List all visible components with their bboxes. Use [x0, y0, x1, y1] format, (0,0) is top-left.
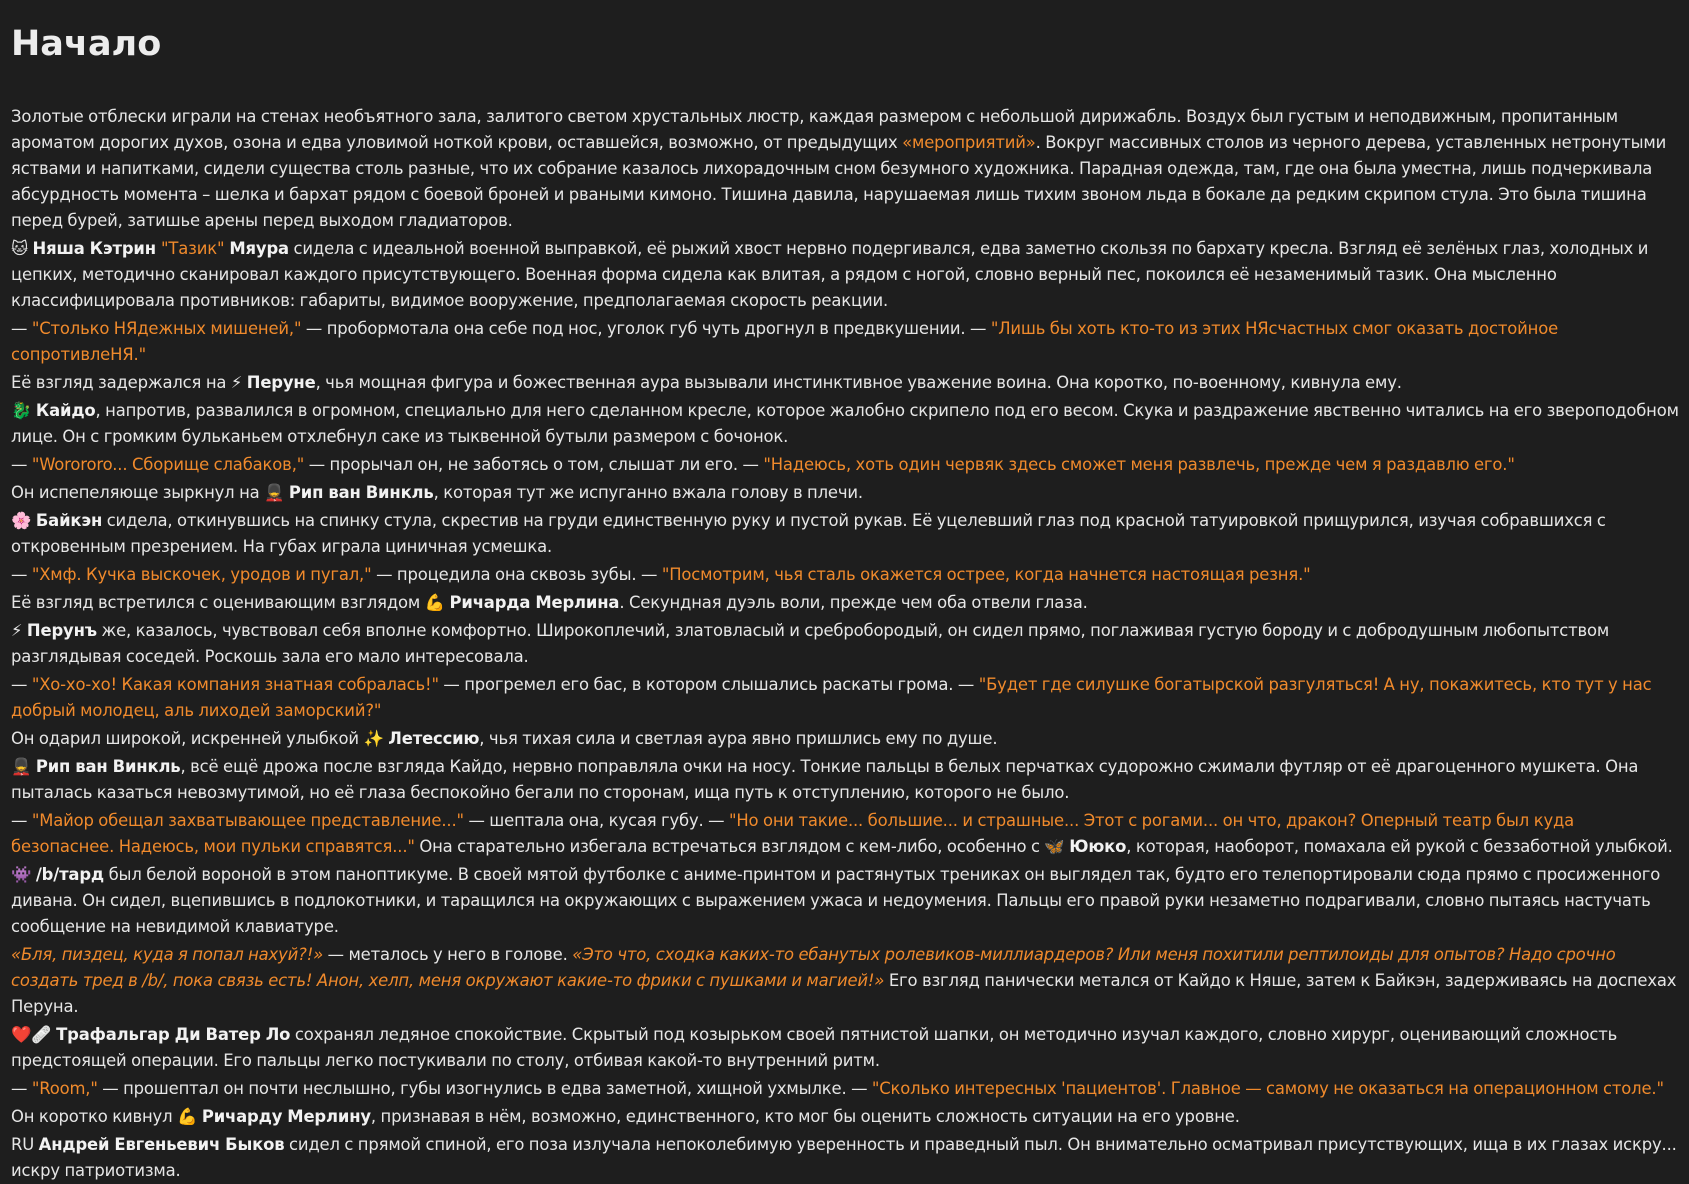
- story-paragraph: [11, 236, 1679, 314]
- character-name: /b/тард: [35, 865, 105, 884]
- guard-icon: 💂: [264, 483, 289, 502]
- story-paragraph: [11, 104, 1679, 234]
- narrative-text: —: [11, 675, 32, 694]
- narrative-text: Она старательно избегала встречаться взглядом с кем-либо, особенно с: [414, 837, 1045, 856]
- story-paragraph: [11, 590, 1679, 616]
- narrative-text: сидел с прямой спиной, его поза излучала непоколебимую уверенность и праведный пыл. Он внимательно осматривал присутствующих, ища в их глазах искру... искру патриотизма.: [11, 1135, 1677, 1180]
- narrative-text: . Секундная дуэль воли, прежде чем оба отвели глаза.: [619, 593, 1088, 612]
- quote-text: "Хо-хо-хо! Какая компания знатная собралась!": [31, 675, 439, 694]
- character-name: Андрей Евгеньевич Быков: [38, 1135, 285, 1154]
- alien-monster-icon: 👾: [11, 865, 36, 884]
- quote-text: "Надеюсь, хоть один червяк здесь сможет меня развлечь, прежде чем я раздавлю его.": [763, 455, 1515, 474]
- quote-text: "Будет где силушке богатырской разгуляться! А ну, покажитесь, кто тут у нас добрый молодец, аль лиходей заморский?": [11, 675, 1652, 720]
- thought-text: «Бля, пиздец, куда я попал нахуй?!»: [11, 945, 324, 964]
- character-name: Кайдо: [35, 401, 96, 420]
- character-name: Летессию: [388, 729, 480, 748]
- thought-text: «Это что, сходка каких-то ебанутых ролевиков-миллиардеров? Или меня похитили рептилоиды для опытов? Надо срочно создать тред в /b/, пока связь есть! Анон, хелп, меня окружают какие-то фрики с пушками и магией!»: [11, 945, 1616, 990]
- narrative-text: Его взгляд панически метался от Кайдо к Няше, затем к Байкэн, задерживаясь на доспехах Перуна.: [11, 971, 1677, 1016]
- narrative-text: сидела с идеальной военной выправкой, её рыжий хвост нервно подергивался, едва заметно скользя по бархату кресла. Взгляд её зелёных глаз, холодных и цепких, методично сканировал каждого присутствующего. Военная форма сидела как влитая, а рядом с ногой, словно верный пес, покоился её незаменимый тазик. Она мысленно классифицировала противников: габариты, видимое вооружение, предполагаемая скорость реакции.: [11, 239, 1649, 310]
- quote-text: "Майор обещал захватывающее представление...": [31, 811, 464, 830]
- narrative-text: — шептала она, кусая губу. —: [463, 811, 729, 830]
- narrative-text: , которая тут же испуганно вжала голову в плечи.: [433, 483, 863, 502]
- narrative-text: Он одарил широкой, искренней улыбкой: [11, 729, 364, 748]
- story-paragraph: [11, 808, 1679, 860]
- character-name: Рип ван Винкль: [35, 757, 181, 776]
- narrative-text: — прогремел его бас, в котором слышались раскаты грома. —: [438, 675, 979, 694]
- quote-text: "Сколько интересных 'пациентов'. Главное — самому не оказаться на операционном столе.": [871, 1079, 1664, 1098]
- narrative-text: — прорычал он, не заботясь о том, слышат ли его. —: [304, 455, 764, 474]
- narrative-text: Золотые отблески играли на стенах необъятного зала, залитого светом хрустальных люстр, каждая размером с небольшой дирижабль. Воздух был густым и неподвижным, пропитанным ароматом дорогих духов, озона и едва уловимой ноткой крови, оставшейся, возможно, от предыдущих: [11, 107, 1619, 152]
- story-paragraph: [11, 1132, 1679, 1184]
- story-paragraph: [11, 942, 1679, 1020]
- narrative-text: — прошептал он почти неслышно, губы изогнулись в едва заметной, хищной ухмылке. —: [97, 1079, 872, 1098]
- narrative-text: Её взгляд задержался на: [11, 373, 231, 392]
- character-name: Няша Кэтрин: [32, 239, 161, 258]
- heart-bandage-icon: ❤️🩹: [11, 1025, 57, 1044]
- quote-text: "Room,": [31, 1079, 98, 1098]
- story-paragraph: [11, 1022, 1679, 1074]
- narrative-text: был белой вороной в этом паноптикуме. В своей мятой футболке с аниме-принтом и растянутых трениках он выглядел так, будто его телепортировали сюда прямо с просиженного дивана. Он сидел, вцепившись в подлокотники, и таращился на окружающих с выражением ужаса и недоумения. Пальцы его правой руки незаметно подрагивали, словно пытаясь настучать сообщение на невидимой клавиатуре.: [11, 865, 1661, 936]
- lightning-icon: ⚡: [230, 373, 247, 392]
- quote-text: "Столько НЯдежных мишеней,": [31, 319, 302, 338]
- page-title: Начало: [11, 24, 162, 64]
- narrative-text: —: [11, 319, 32, 338]
- story-paragraph: [11, 1104, 1679, 1130]
- narrative-text: — пробормотала она себе под нос, уголок губ чуть дрогнул в предвкушении. —: [301, 319, 991, 338]
- butterfly-icon: 🦋: [1044, 837, 1070, 856]
- story-paragraph: [11, 562, 1679, 588]
- narrative-text: — металось у него в голове.: [323, 945, 573, 964]
- story-paragraph: [11, 1076, 1679, 1102]
- sparkles-icon: ✨: [363, 729, 389, 748]
- guard-icon: 💂: [11, 757, 36, 776]
- narrative-text: —: [11, 455, 32, 474]
- quote-text: "Хмф. Кучка выскочек, уродов и пугал,": [31, 565, 372, 584]
- story-paragraph: [11, 316, 1679, 368]
- story-paragraph: [11, 508, 1679, 560]
- quote-text: "Лишь бы хоть кто-то из этих НЯсчастных смог оказать достойное сопротивлеНЯ.": [11, 319, 1559, 364]
- character-name: Байкэн: [35, 511, 103, 530]
- quote-text: "Worororo... Сборище слабаков,": [31, 455, 305, 474]
- character-name: Мяура: [224, 239, 289, 258]
- story-paragraph: [11, 452, 1679, 478]
- narrative-text: сидела, откинувшись на спинку стула, скрестив на груди единственную руку и пустой рукав. Её уцелевший глаз под красной татуировкой прищурился, изучая собравшихся с откровенным презрением. На губах играла циничная усмешка.: [11, 511, 1606, 556]
- narrative-text: же, казалось, чувствовал себя вполне комфортно. Широкоплечий, златовласый и сребробородый, он сидел прямо, поглаживая густую бороду и с добродушным любопытством разглядывая соседей. Роскошь зала его мало интересовала.: [11, 621, 1610, 666]
- dragon-icon: 🐉: [11, 401, 36, 420]
- story-paragraph: [11, 672, 1679, 724]
- story-paragraph: [11, 370, 1679, 396]
- character-name: Перунъ: [26, 621, 97, 640]
- flexed-biceps-icon: 💪: [177, 1107, 202, 1126]
- narrative-text: — процедила она сквозь зубы. —: [371, 565, 662, 584]
- narrative-text: —: [11, 1079, 32, 1098]
- narrative-text: сохранял ледяное спокойствие. Скрытый под козырьком своей пятнистой шапки, он методично изучал каждого, словно хирург, оценивающий сложность предстоящей операции. Его пальцы легко постукивали по столу, отбивая какой-то внутренний ритм.: [11, 1025, 1618, 1070]
- story-paragraph: [11, 618, 1679, 670]
- narrative-text: , признавая в нём, возможно, единственного, кто мог бы оценить сложность ситуации на его уровне.: [370, 1107, 1240, 1126]
- narrative-text: , чья тихая сила и светлая аура явно пришлись ему по душе.: [479, 729, 998, 748]
- quote-text: "Тазик": [160, 239, 225, 258]
- story-paragraph: [11, 480, 1679, 506]
- character-name: Трафальгар Ди Ватер Ло: [56, 1025, 291, 1044]
- flexed-biceps-icon: 💪: [424, 593, 450, 612]
- character-name: Рип ван Винкль: [288, 483, 434, 502]
- character-name: Ричарду Мерлину: [201, 1107, 371, 1126]
- quote-text: «мероприятий»: [902, 133, 1036, 152]
- quote-text: "Посмотрим, чья сталь окажется острее, когда начнется настоящая резня.": [661, 565, 1311, 584]
- story-body: [11, 104, 1679, 1184]
- narrative-text: Он коротко кивнул: [11, 1107, 177, 1126]
- russia-flag-icon: RU: [11, 1135, 39, 1154]
- character-name: Ююко: [1069, 837, 1127, 856]
- narrative-text: Её взгляд встретился с оценивающим взглядом: [11, 593, 425, 612]
- quote-text: "Но они такие... большие... и страшные... Этот с рогами... он что, дракон? Оперный театр был куда безопаснее. Надеюсь, мои пульки справятся...": [11, 811, 1575, 856]
- character-name: Ричарда Мерлина: [449, 593, 620, 612]
- cat-face-icon: 🐱: [11, 239, 33, 258]
- lightning-icon: ⚡: [11, 621, 27, 640]
- story-paragraph: [11, 398, 1679, 450]
- narrative-text: , которая, наоборот, помахала ей рукой с беззаботной улыбкой.: [1126, 837, 1673, 856]
- narrative-text: —: [11, 565, 32, 584]
- narrative-text: , чья мощная фигура и божественная аура вызывали инстинктивное уважение воина. Она коротко, по-военному, кивнула ему.: [315, 373, 1402, 392]
- story-paragraph: [11, 754, 1679, 806]
- narrative-text: , всё ещё дрожа после взгляда Кайдо, нервно поправляла очки на носу. Тонкие пальцы в белых перчатках судорожно сжимали футляр от её драгоценного мушкета. Она пыталась казаться невозмутимой, но её глаза беспокойно бегали по сторонам, ища путь к отступлению, которого не было.: [11, 757, 1639, 802]
- narrative-text: Он испепеляюще зыркнул на: [11, 483, 265, 502]
- story-paragraph: [11, 726, 1679, 752]
- character-name: Перуне: [246, 373, 316, 392]
- narrative-text: —: [11, 811, 32, 830]
- cherry-blossom-icon: 🌸: [11, 511, 36, 530]
- narrative-text: , напротив, развалился в огромном, специально для него сделанном кресле, которое жалобно скрипело под его весом. Скука и раздражение явственно читались на его звероподобном лице. Он с громким бульканьем отхлебнул саке из тыквенной бутыли размером с бочонок.: [11, 401, 1679, 446]
- narrative-text: . Вокруг массивных столов из черного дерева, уставленных нетронутыми яствами и напитками, сидели существа столь разные, что их собрание казалось лихорадочным сном безумного художника. Парадная одежда, там, где она была уместна, лишь подчеркивала абсурдность момента – шелка и бархат рядом с боевой броней и рваными кимоно. Тишина давила, нарушаемая лишь тихим звоном льда в бокале да редким скрипом стула. Это была тишина перед бурей, затишье арены перед выходом гладиаторов.: [11, 133, 1667, 230]
- story-paragraph: [11, 862, 1679, 940]
